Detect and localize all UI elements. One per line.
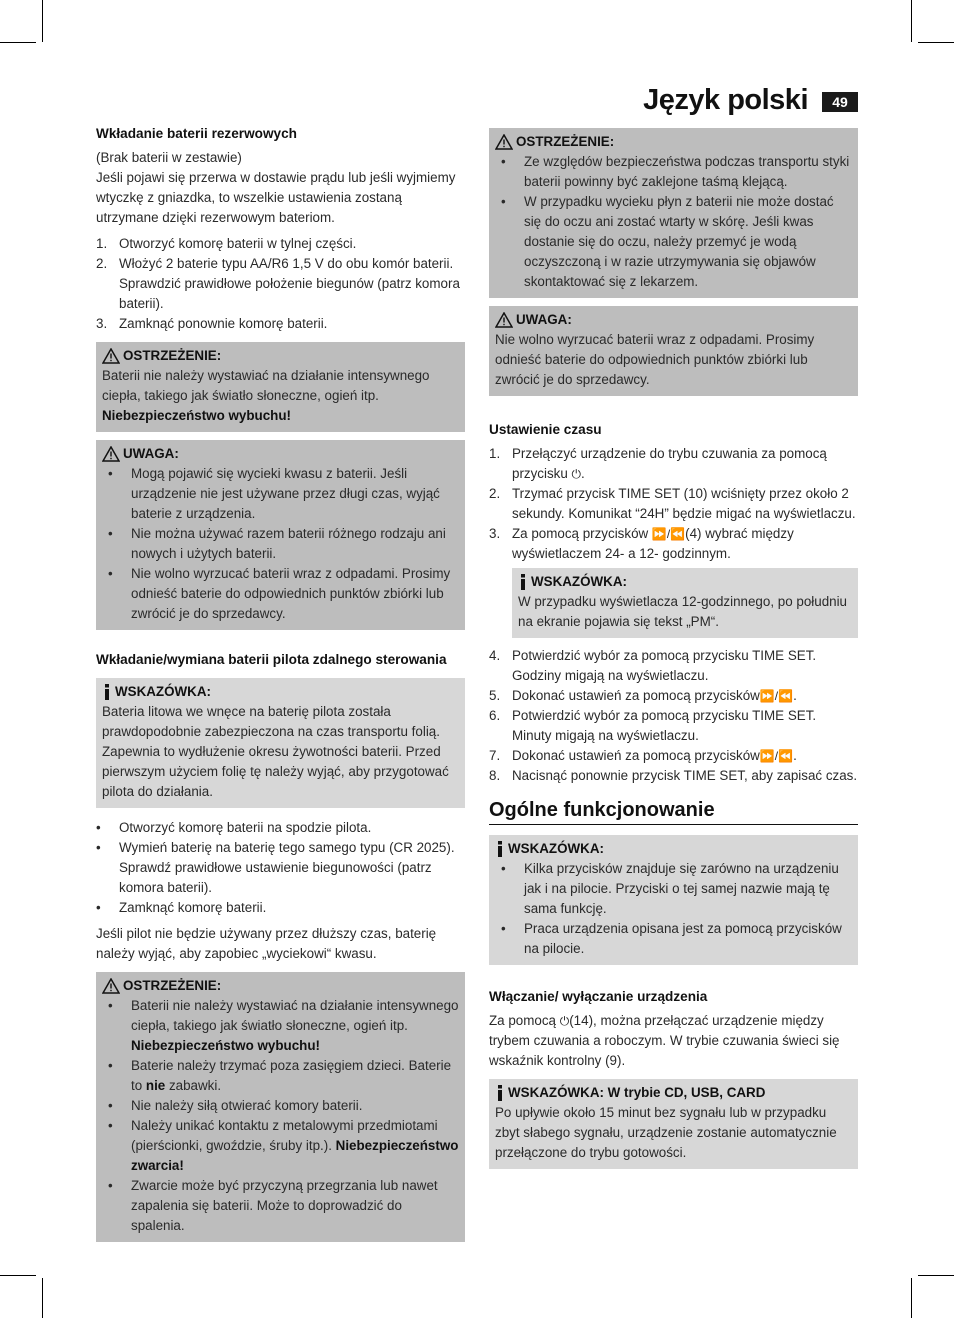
box-text: W przypadku wyświetlacza 12-godzinnego, po południu na ekranie pojawia się tekst „PM“. [518, 594, 848, 629]
warning-box [489, 128, 858, 298]
paragraph: Za pomocą ⏻(14), można przełączać urządzenie między trybem czuwania a roboczym. W trybie czuwania świeci się wskaźnik kontrolny (9). [489, 1013, 840, 1068]
box-text: Nie wolno wyrzucać baterii wraz z odpadami. Prosimy odnieść baterie do odpowiednich punktów zbiórki lub zwrócić je do sprzedawcy. [495, 332, 815, 387]
list-item: • Mogą pojawić się wycieki kwasu z baterii. Jeśli urządzenie nie jest używane przez długi czas, wyjąć baterie z urządzenia. [108, 466, 440, 521]
bullet-list [102, 996, 459, 1236]
paragraph: Jeśli pilot nie będzie używany przez dłuższy czas, baterię należy wyjąć, aby zapobiec „wyciekowi“ kwasu. [96, 926, 437, 961]
warning-box [96, 342, 465, 432]
crop-mark [918, 1275, 954, 1276]
section-title: Ogólne funkcjonowanie [489, 800, 858, 825]
list-item: • Ze względów bezpieczeństwa podczas transportu styki baterii powinny być zaklejone taśmą klejącą. [501, 154, 850, 189]
crop-mark [911, 1278, 912, 1318]
list-item: 1. Otworzyć komorę baterii w tylnej części. [96, 236, 357, 251]
list-item: 3. Za pomocą przycisków ⏩/⏪(4) wybrać między wyświetlaczem 24- a 12- godzinnym. [489, 526, 794, 561]
section-heading: Włączanie/ wyłączanie urządzenia [489, 989, 708, 1004]
list-item: • W przypadku wycieku płyn z baterii nie może dostać się do oczu ani zostać wtarty w skórę. Jeśli kwas dostanie się do oczu, należy przemyć je wodą oczyszczoną i w razie utrzymywania się objawów skontaktować się z lekarzem. [501, 194, 834, 289]
list-item: • Praca urządzenia opisana jest za pomocą przycisków na pilocie. [501, 921, 842, 956]
crop-mark [0, 42, 36, 43]
ffwd-rew-icon: ⏩/⏪ [759, 689, 794, 703]
list-item: • Nie wolno wyrzucać baterii wraz z odpadami. Prosimy odnieść baterie do odpowiednich punktów zbiórki lub zwrócić je do sprzedawcy. [108, 566, 451, 621]
box-title: WSKAZÓWKA: [531, 574, 627, 589]
list-item: • Nie należy siłą otwierać komory baterii. [108, 1098, 363, 1113]
power-icon: ⏻ [559, 1014, 570, 1028]
power-icon: ⏻ [571, 467, 582, 481]
warning-triangle-icon [495, 312, 513, 328]
page-title: Język polski [643, 84, 808, 116]
box-title: WSKAZÓWKA: [115, 684, 211, 699]
info-icon [495, 1085, 505, 1101]
list-item: 3. Zamknąć ponownie komorę baterii. [96, 316, 328, 331]
warning-box [96, 972, 465, 1242]
list-item: 2. Trzymać przycisk TIME SET (10) wciśnięty przez około 2 sekundy. Komunikat “24H” będzie migać na wyświetlaczu. [489, 486, 856, 521]
numbered-list [96, 234, 465, 334]
right-column [489, 124, 858, 1177]
hint-box [489, 835, 858, 965]
box-title: WSKAZÓWKA: [508, 841, 604, 856]
list-item: • Należy unikać kontaktu z metalowymi przedmiotami (pierścionki, gwoździe, śruby itp.). Niebezpieczeństwo zwarcia! [108, 1118, 459, 1173]
crop-mark [0, 1275, 36, 1276]
section-heading: Wkładanie/wymiana baterii pilota zdalnego sterowania [96, 652, 447, 667]
numbered-list [489, 444, 858, 564]
list-item: • Nie można używać razem baterii różnego rodzaju ani nowych i użytych baterii. [108, 526, 446, 561]
warning-triangle-icon [102, 348, 120, 364]
info-icon [495, 841, 505, 857]
list-item: 4. Potwierdzić wybór za pomocą przycisku TIME SET. Godziny migają na wyświetlaczu. [489, 648, 817, 683]
bullet-list [102, 464, 459, 624]
list-item: • Wymień baterię na baterię tego samego typu (CR 2025). Sprawdź prawidłowe ustawienie biegunowości (patrz komora baterii). [96, 840, 455, 895]
box-text: Baterii nie należy wystawiać na działanie intensywnego ciepła, takiego jak światło słoneczne, ogień itp. Niebezpieczeństwo wybuchu! [102, 368, 430, 423]
list-item: 2. Włożyć 2 baterie typu AA/R6 1,5 V do obu komór baterii. Sprawdzić prawidłowe położenie biegunów (patrz komora baterii). [96, 256, 460, 311]
list-item: 8. Nacisnąć ponownie przycisk TIME SET, aby zapisać czas. [489, 768, 858, 783]
list-item: • Otworzyć komorę baterii na spodzie pilota. [96, 820, 372, 835]
list-item: • Zamknąć komorę baterii. [96, 900, 267, 915]
crop-mark [918, 42, 954, 43]
box-title: UWAGA: [516, 312, 572, 327]
box-title: OSTRZEŻENIE: [123, 978, 222, 993]
warning-triangle-icon [102, 446, 120, 462]
bullet-list [96, 818, 465, 918]
bullet-list [495, 152, 852, 292]
list-item: • Baterie należy trzymać poza zasięgiem dzieci. Baterie to nie zabawki. [108, 1058, 452, 1093]
list-item: 1. Przełączyć urządzenie do trybu czuwania za pomocą przycisku ⏻. [489, 446, 827, 481]
list-item: 7. Dokonać ustawień za pomocą przycisków⏩/⏪. [489, 748, 797, 763]
section-heading: Ustawienie czasu [489, 422, 602, 437]
warning-triangle-icon [495, 134, 513, 150]
crop-mark [911, 0, 912, 42]
info-icon [102, 684, 112, 700]
ffwd-rew-icon: ⏩/⏪ [651, 527, 686, 541]
page-number: 49 [822, 92, 858, 112]
box-text: Po upływie około 15 minut bez sygnału lub w przypadku zbyt słabego sygnału, urządzenie zostanie automatycznie przełączone do trybu gotowości. [495, 1105, 837, 1160]
caution-box [96, 440, 465, 630]
bullet-list [495, 859, 852, 959]
caution-box [489, 306, 858, 396]
list-item: 5. Dokonać ustawień za pomocą przycisków⏩/⏪. [489, 688, 797, 703]
box-text: Bateria litowa we wnęce na baterię pilota została prawdopodobnie zabezpieczona na czas transportu folią. Zapewnia to wydłużenie okresu żywotności baterii. Przed pierwszym użyciem folię tę należy wyjąć, aby przygotować pilota do działania. [102, 704, 449, 799]
info-icon [518, 574, 528, 590]
warning-triangle-icon [102, 978, 120, 994]
list-item: • Zwarcie może być przyczyną przegrzania lub nawet zapalenia się baterii. Może to doprowadzić do spalenia. [108, 1178, 438, 1233]
paragraph: Jeśli pojawi się przerwa w dostawie prądu lub jeśli wyjmiemy wtyczkę z gniazdka, to wszelkie ustawienia zostaną utrzymane dzięki rezerwowym bateriom. [96, 170, 456, 225]
list-item: • Baterii nie należy wystawiać na działanie intensywnego ciepła, takiego jak światło słoneczne, ogień itp. Niebezpieczeństwo wybuchu! [108, 998, 459, 1053]
list-item: • Kilka przycisków znajduje się zarówno na urządzeniu jak i na pilocie. Przyciski o tej samej nazwie mają tę sama funkcję. [501, 861, 839, 916]
hint-box [489, 1079, 858, 1169]
left-column [96, 124, 465, 1250]
list-item: 6. Potwierdzić wybór za pomocą przycisku TIME SET. Minuty migają na wyświetlaczu. [489, 708, 817, 743]
box-title: OSTRZEŻENIE: [123, 348, 222, 363]
box-title: UWAGA: [123, 446, 179, 461]
box-title: OSTRZEŻENIE: [516, 134, 615, 149]
hint-box [96, 678, 465, 808]
crop-mark [42, 0, 43, 42]
crop-mark [42, 1278, 43, 1318]
section-heading: Wkładanie baterii rezerwowych [96, 126, 297, 141]
ffwd-rew-icon: ⏩/⏪ [759, 749, 794, 763]
numbered-list [489, 646, 858, 786]
paragraph: (Brak baterii w zestawie) [96, 150, 242, 165]
box-title: WSKAZÓWKA: W trybie CD, USB, CARD [508, 1085, 766, 1100]
hint-box [512, 568, 858, 638]
